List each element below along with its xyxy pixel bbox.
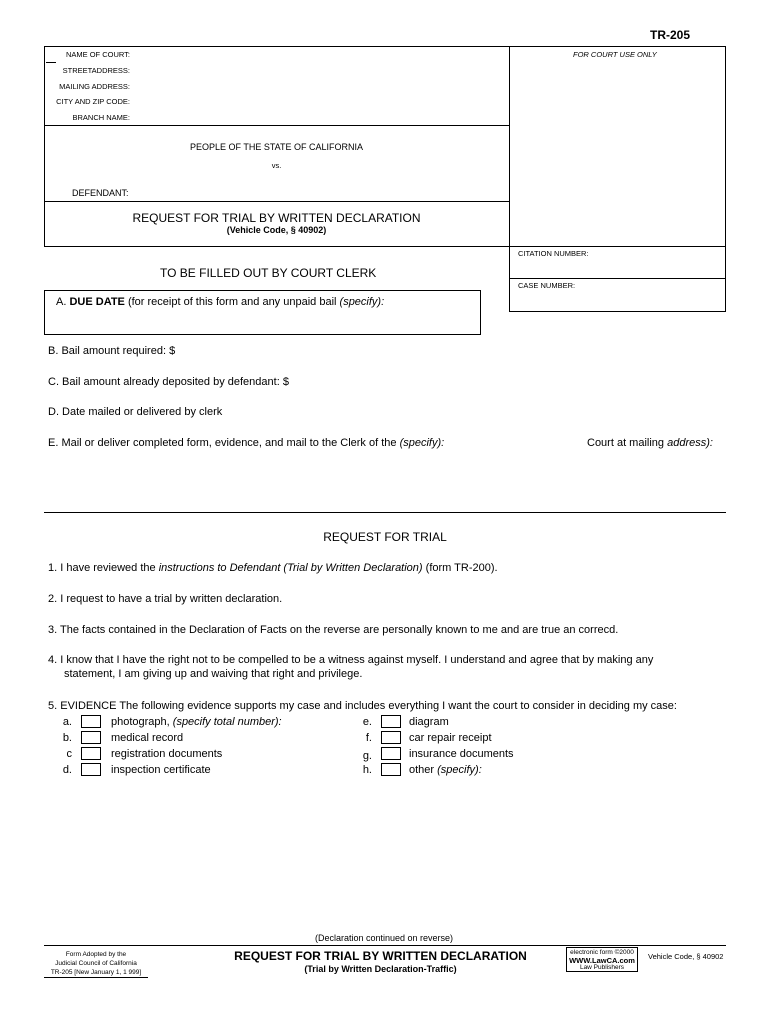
mailing-address-label: MAILING ADDRESS: xyxy=(59,82,130,91)
car-repair-checkbox[interactable] xyxy=(381,731,401,744)
case-bottom-rule xyxy=(509,311,726,312)
case-number-label: CASE NUMBER: xyxy=(518,281,576,290)
header-top-rule xyxy=(44,46,726,47)
publisher-site: WWW.LawCA.com xyxy=(569,955,635,965)
city-zip-label: CITY AND ZIP CODE: xyxy=(56,97,130,106)
adopted-underline xyxy=(44,977,148,978)
header-right-border xyxy=(725,46,726,312)
mail-clerk-specify: (specify): xyxy=(399,437,445,449)
footer-title: REQUEST FOR TRIAL BY WRITTEN DECLARATION xyxy=(234,949,527,963)
item-4-line-2: statement, I am giving up and waiving that right and privilege. xyxy=(64,668,363,680)
court-info-bottom-rule xyxy=(44,125,509,126)
vs-label: vs. xyxy=(271,161,282,170)
continued-note: (Declaration continued on reverse) xyxy=(314,933,454,943)
photograph-checkbox[interactable] xyxy=(81,715,101,728)
medical-record-label: medical record xyxy=(111,732,184,744)
court-mailing-text xyxy=(587,437,713,449)
insurance-checkbox[interactable] xyxy=(381,747,401,760)
other-text: other xyxy=(409,764,435,776)
car-repair-label: car repair receipt xyxy=(409,732,492,744)
footer-subtitle: (Trial by Written Declaration-Traffic) xyxy=(304,964,457,974)
diagram-checkbox[interactable] xyxy=(381,715,401,728)
evidence-letter-f: f. xyxy=(365,732,372,744)
publisher-line-1: electronic form ©2000 xyxy=(570,949,634,956)
due-date-desc: (for receipt of this form and any unpaid bail xyxy=(127,296,337,308)
corner-tick xyxy=(46,62,56,63)
evidence-letter-a: a. xyxy=(62,716,72,728)
item-1-instructions: instructions to Defendant (Trial by Written Declaration) xyxy=(158,562,423,574)
court-name-label: NAME OF COURT: xyxy=(65,50,130,59)
publisher-line-3: Law Publishers xyxy=(579,964,625,971)
street-address-label: STREETADDRESS: xyxy=(62,66,130,75)
bail-required: B. Bail amount required: $ xyxy=(48,345,176,357)
photograph-label xyxy=(111,716,282,728)
evidence-letter-e: e. xyxy=(362,716,372,728)
people-label: PEOPLE OF THE STATE OF CALIFORNIA xyxy=(189,142,364,152)
due-date-bold: DUE DATE xyxy=(69,296,125,308)
footer-rule xyxy=(44,945,726,946)
photograph-text: photograph, xyxy=(111,716,170,728)
inspection-label: inspection certificate xyxy=(111,764,211,776)
trial-heading: REQUEST FOR TRIAL xyxy=(323,530,447,544)
title-bottom-rule xyxy=(44,246,726,247)
item-2: 2. I request to have a trial by written declaration. xyxy=(48,593,283,605)
evidence-letter-c: c xyxy=(66,748,72,760)
item-1 xyxy=(48,562,498,574)
adopted-line-2: Judicial Council of California xyxy=(55,960,137,967)
header-mid-divider xyxy=(509,46,510,312)
court-mailing-label: Court at mailing xyxy=(587,437,665,449)
court-use-only-label: FOR COURT USE ONLY xyxy=(573,50,657,59)
publisher-badge xyxy=(566,947,638,972)
other-checkbox[interactable] xyxy=(381,763,401,776)
mail-clerk-desc: E. Mail or deliver completed form, evidence, and mail to the Clerk of the xyxy=(48,437,397,449)
evidence-letter-g: g. xyxy=(362,750,372,762)
court-mailing-address: address): xyxy=(667,437,713,449)
other-label xyxy=(409,764,482,776)
other-specify: (specify): xyxy=(437,764,482,776)
due-date-specify: (specify): xyxy=(339,296,385,308)
bail-deposited: C. Bail amount already deposited by defendant: $ xyxy=(48,376,289,388)
inspection-checkbox[interactable] xyxy=(81,763,101,776)
adopted-line-3: TR-205 [New January 1, 1 999] xyxy=(50,969,142,976)
date-mailed: D. Date mailed or delivered by clerk xyxy=(48,406,223,418)
photograph-specify: (specify total number): xyxy=(172,716,282,728)
item-1-pre: 1. I have reviewed the xyxy=(48,562,156,574)
section-divider xyxy=(44,512,726,513)
branch-name-label: BRANCH NAME: xyxy=(72,113,130,122)
due-date-text xyxy=(56,296,384,308)
footer-vehicle-code: Vehicle Code, § 40902 xyxy=(648,952,724,961)
form-adopted-block xyxy=(44,950,148,977)
evidence-letter-b: b. xyxy=(62,732,72,744)
due-date-prefix: A. xyxy=(56,296,67,308)
citation-number-label: CITATION NUMBER: xyxy=(518,249,589,258)
evidence-letter-d: d. xyxy=(62,764,72,776)
item-5: 5. EVIDENCE The following evidence supports my case and includes everything I want the court to consider in deciding my case: xyxy=(48,700,677,712)
mail-clerk-text xyxy=(48,437,444,449)
adopted-line-1: Form Adopted by the xyxy=(65,951,127,958)
defendant-label: DEFENDANT: xyxy=(72,188,129,198)
defendant-bottom-rule xyxy=(44,201,509,202)
diagram-label: diagram xyxy=(409,716,449,728)
form-title: REQUEST FOR TRIAL BY WRITTEN DECLARATION xyxy=(132,211,421,225)
medical-record-checkbox[interactable] xyxy=(81,731,101,744)
clerk-heading: TO BE FILLED OUT BY COURT CLERK xyxy=(160,266,377,280)
form-subtitle: (Vehicle Code, § 40902) xyxy=(226,225,327,235)
item-3: 3. The facts contained in the Declaration of Facts on the reverse are personally known to me and are true an correcd. xyxy=(48,624,619,636)
form-number: TR-205 xyxy=(650,28,691,42)
registration-label: registration documents xyxy=(111,748,223,760)
item-1-post: (form TR-200). xyxy=(425,562,498,574)
insurance-label: insurance documents xyxy=(409,748,514,760)
citation-bottom-rule xyxy=(509,278,726,279)
item-4-line-1: 4. I know that I have the right not to be compelled to be a witness against myself. I understand and agree that by making any xyxy=(48,654,654,666)
registration-checkbox[interactable] xyxy=(81,747,101,760)
due-date-box[interactable] xyxy=(44,290,481,335)
evidence-letter-h: h. xyxy=(362,764,372,776)
